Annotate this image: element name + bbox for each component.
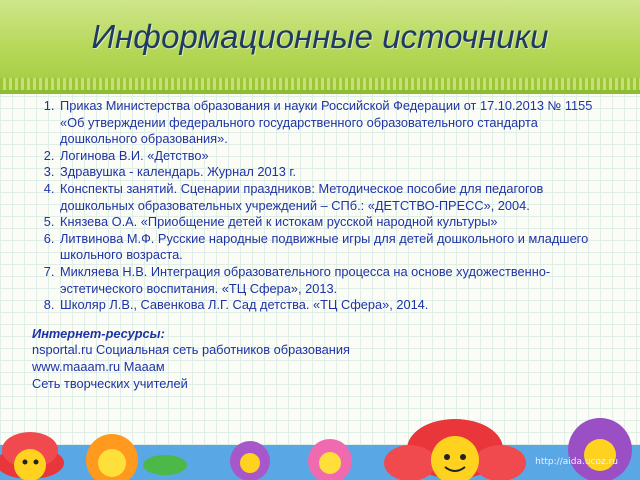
orange-flower-icon bbox=[86, 434, 138, 480]
page-title: Информационные источники bbox=[91, 18, 549, 55]
internet-resource-line: Сеть творческих учителей bbox=[32, 375, 188, 391]
list-item: 7. Микляева Н.В. Интеграция образовательного процесса на основе художественно-эстетического воспитания. «ТЦ Сфера», 2013. bbox=[58, 264, 612, 297]
red-flower-icon bbox=[0, 432, 64, 480]
footer-url: http://aida.ucoz.ru bbox=[535, 457, 618, 467]
leaf-icon bbox=[143, 455, 187, 475]
list-item: 8. Школяр Л.В., Савенкова Л.Г. Сад детства. «ТЦ Сфера», 2014. bbox=[58, 297, 612, 314]
internet-resource-line: nsportal.ru Социальная сеть работников образования bbox=[32, 342, 350, 358]
sources-list bbox=[32, 98, 612, 314]
smiling-flower-icon bbox=[384, 419, 526, 480]
list-item: 3. Здравушка - календарь. Журнал 2013 г. bbox=[58, 164, 612, 181]
list-item: 5. Князева О.А. «Приобщение детей к истокам русской народной культуры» bbox=[58, 214, 612, 231]
purple-flower-icon bbox=[568, 418, 632, 480]
internet-resources-title: Интернет-ресурсы: bbox=[32, 325, 165, 341]
internet-resource-line: www.maaam.ru Мааам bbox=[32, 358, 165, 374]
header-stripe bbox=[0, 78, 640, 90]
violet-flower-icon bbox=[230, 441, 270, 480]
flower-decoration bbox=[0, 405, 640, 480]
list-item: 4. Конспекты занятий. Сценарии праздников: Методическое пособие для педагогов дошкольных образовательных учреждений – СПб.: «ДЕТСТВО-ПРЕСС», 2004. bbox=[58, 181, 612, 214]
content-area bbox=[32, 98, 612, 392]
list-item: 6. Литвинова М.Ф. Русские народные подвижные игры для детей дошкольного и младшего школьного возраста. bbox=[58, 231, 612, 264]
list-item: 1. Приказ Министерства образования и науки Российской Федерации от 17.10.2013 № 1155 «Об утверждении федерального государственного образовательного стандарта дошкольного образования». bbox=[58, 98, 612, 148]
internet-resources bbox=[32, 326, 612, 392]
list-item: 2. Логинова В.И. «Детство» bbox=[58, 148, 612, 165]
header-divider bbox=[0, 90, 640, 94]
